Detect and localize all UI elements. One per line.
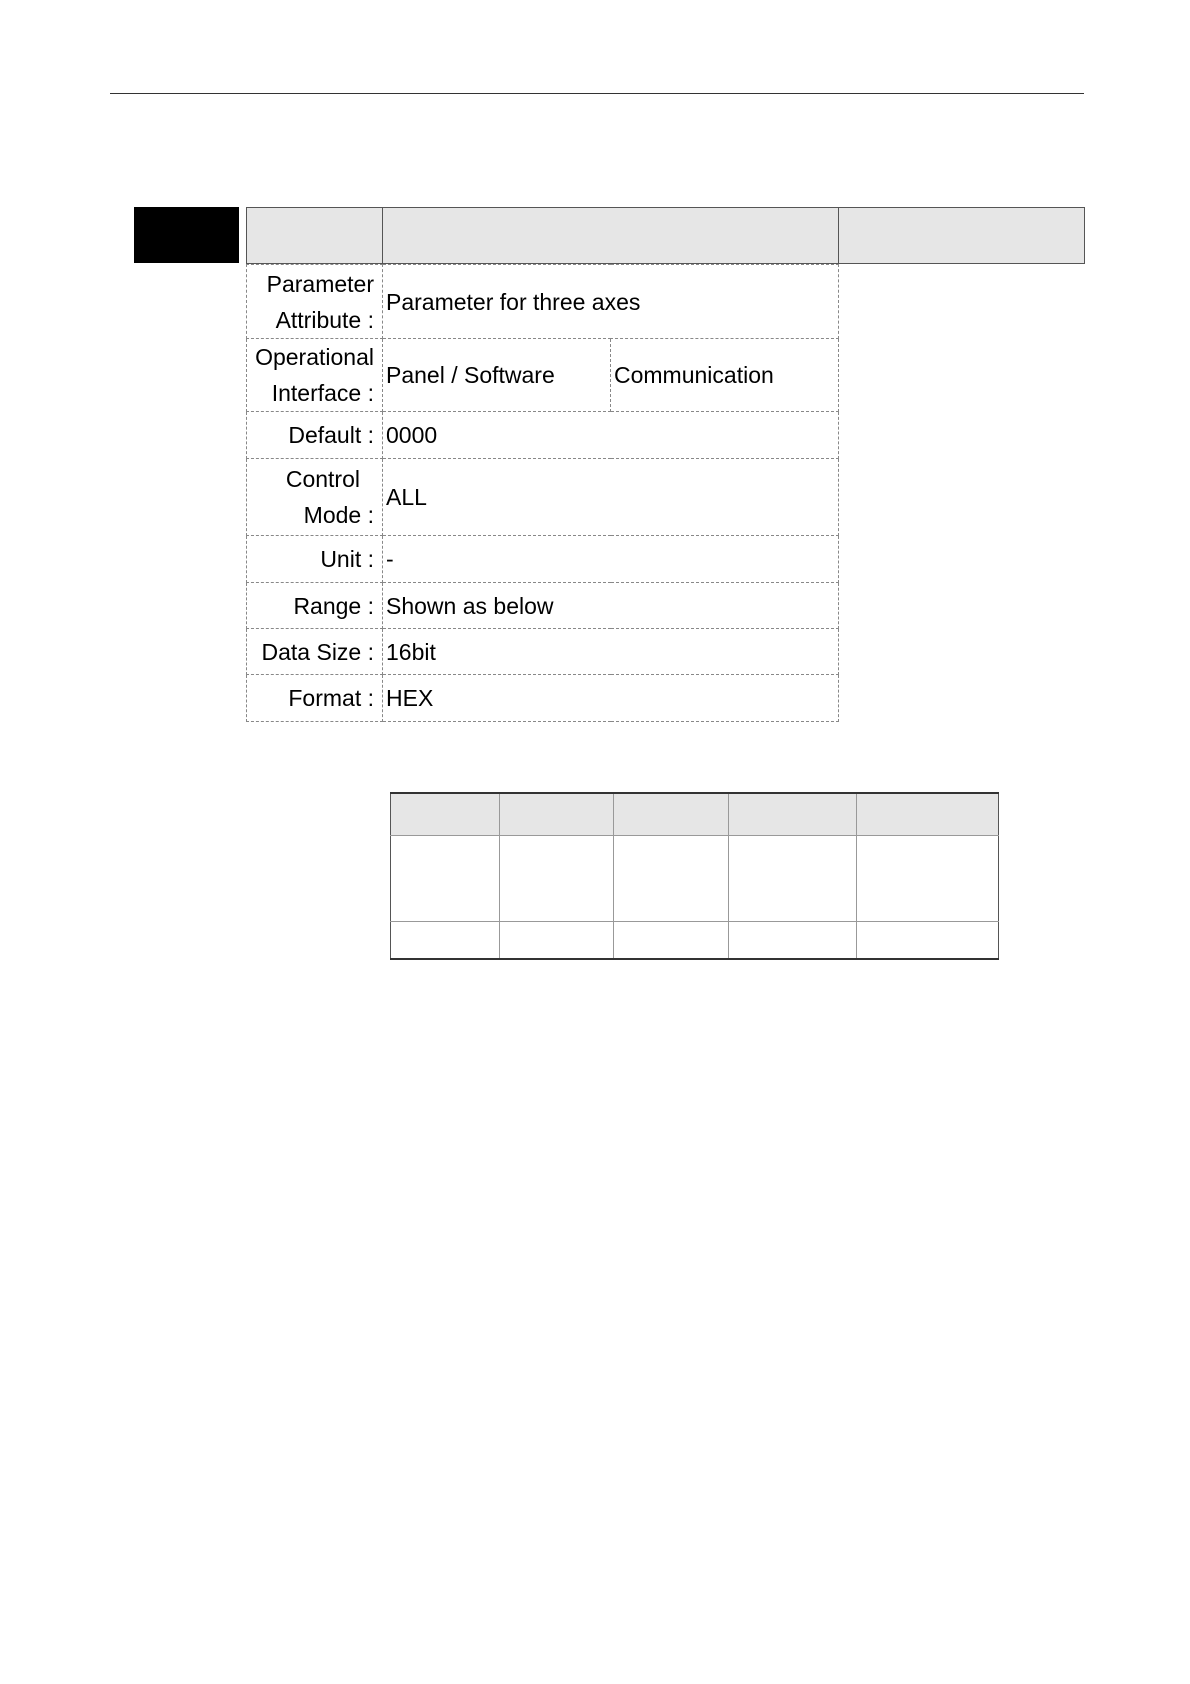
- value-parameter-attribute: Parameter for three axes: [383, 265, 839, 339]
- bit-table-cell: [729, 793, 857, 835]
- bit-table-cell: [391, 793, 500, 835]
- row-default: [247, 412, 839, 459]
- row-range: [247, 583, 839, 629]
- value-unit: -: [383, 536, 839, 583]
- label-range: Range :: [247, 583, 383, 629]
- row-format: [247, 675, 839, 722]
- row-unit: [247, 536, 839, 583]
- bit-table-cell: [857, 793, 999, 835]
- label-unit: Unit :: [247, 536, 383, 583]
- bit-table-cell: [857, 921, 999, 959]
- value-control-mode: ALL: [383, 459, 839, 536]
- parameter-code-tab: [134, 207, 239, 263]
- bit-table-row: [391, 921, 999, 959]
- row-control-mode: [247, 459, 839, 536]
- parameter-attribute-table: [246, 264, 839, 722]
- label-data-size: Data Size :: [247, 629, 383, 675]
- bit-table-header-row: [391, 793, 999, 835]
- parameter-header-cell-1: [246, 207, 383, 264]
- bit-table-cell: [729, 835, 857, 921]
- bit-table-cell: [500, 835, 614, 921]
- label-default: Default :: [247, 412, 383, 459]
- value-communication: Communication: [611, 339, 839, 412]
- bit-table-row: [391, 835, 999, 921]
- bit-table-cell: [614, 793, 729, 835]
- bit-table-cell: [391, 921, 500, 959]
- row-parameter-attribute: [247, 265, 839, 339]
- value-format: HEX: [383, 675, 839, 722]
- bit-table-cell: [857, 835, 999, 921]
- bit-table-cell: [500, 793, 614, 835]
- header-rule: [110, 93, 1084, 94]
- bit-table-cell: [391, 835, 500, 921]
- bit-definition-table: [390, 792, 999, 960]
- value-default: 0000: [383, 412, 839, 459]
- parameter-header-cell-3: [838, 207, 1085, 264]
- bit-table-cell: [614, 921, 729, 959]
- bit-table-cell: [729, 921, 857, 959]
- value-data-size: 16bit: [383, 629, 839, 675]
- row-data-size: [247, 629, 839, 675]
- bit-table-cell: [500, 921, 614, 959]
- parameter-header-cell-2: [382, 207, 839, 264]
- value-range: Shown as below: [383, 583, 839, 629]
- label-parameter-attribute: Parameter Attribute :: [247, 265, 383, 339]
- value-panel-software: Panel / Software: [383, 339, 611, 412]
- row-operational-interface: [247, 339, 839, 412]
- label-format: Format :: [247, 675, 383, 722]
- label-control-mode: Control Mode :: [247, 459, 383, 536]
- label-operational-interface: Operational Interface :: [247, 339, 383, 412]
- bit-table-cell: [614, 835, 729, 921]
